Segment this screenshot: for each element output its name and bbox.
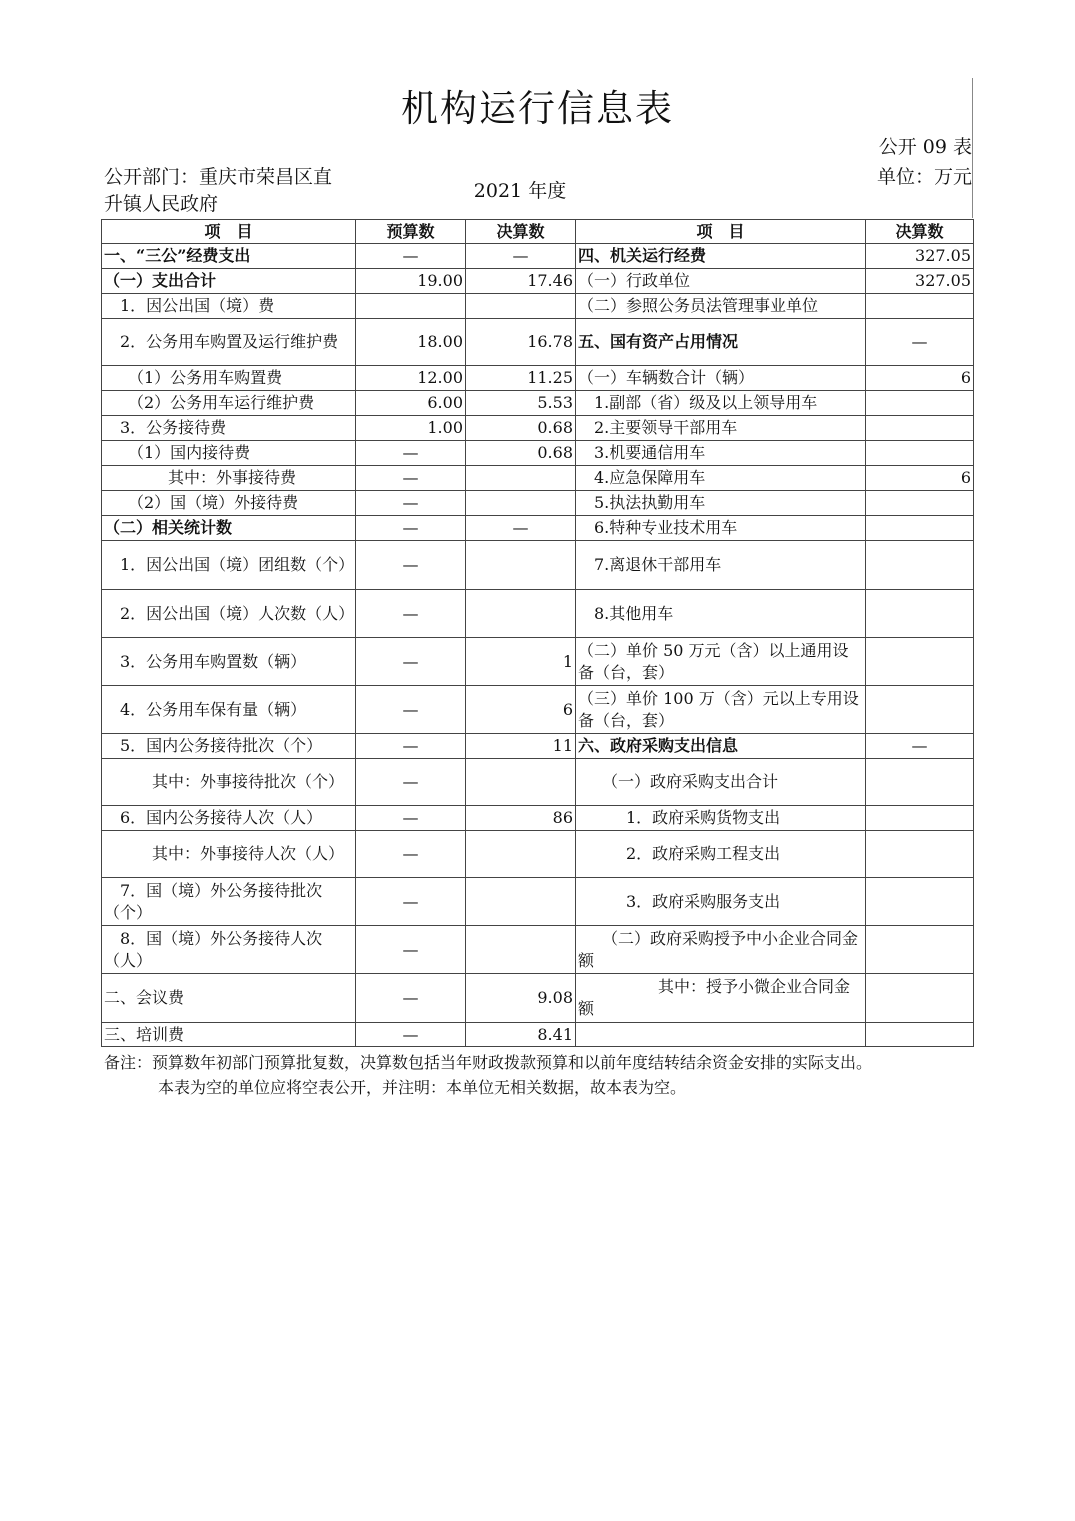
row-final-value: 1 [466, 638, 576, 686]
row-item2-label: （一）行政单位 [576, 269, 866, 294]
table-row [102, 926, 974, 974]
unit-label: 单位：万元 [876, 166, 972, 188]
row-final2-value [866, 831, 974, 878]
row-final-value: 0.68 [466, 416, 576, 441]
row-item-label: 2．因公出国（境）人次数（人） [102, 590, 356, 638]
table-row [102, 590, 974, 638]
row-final-value [466, 926, 576, 974]
row-budget-value: — [356, 541, 466, 590]
row-budget-value [356, 294, 466, 319]
note-2: 本表为空的单位应将空表公开，并注明：本单位无相关数据，故本表为空。 [158, 1078, 687, 1097]
table-row [102, 974, 974, 1023]
row-final2-value: 6 [866, 366, 974, 391]
row-budget-value: — [356, 806, 466, 831]
table-row [102, 1023, 974, 1047]
table-row [102, 878, 974, 926]
row-budget-value: 1.00 [356, 416, 466, 441]
department-label: 公开部门：重庆市荣昌区直升镇人民政府 [104, 166, 333, 215]
row-final-value: 11 [466, 734, 576, 759]
row-item-label: 8．国（境）外公务接待人次（人） [102, 926, 356, 974]
row-budget-value: 12.00 [356, 366, 466, 391]
row-budget-value: — [356, 926, 466, 974]
row-item-label: 一、“三公”经费支出 [102, 244, 356, 269]
row-item2-label: 3.机要通信用车 [576, 441, 866, 466]
row-budget-value: — [356, 974, 466, 1023]
row-final-value: 9.08 [466, 974, 576, 1023]
row-final2-value [866, 638, 974, 686]
fiscal-year: 2021 年度 [473, 180, 567, 202]
row-item-label: （二）相关统计数 [102, 516, 356, 541]
row-final2-value [866, 686, 974, 734]
footnotes [104, 1050, 872, 1100]
row-budget-value: 19.00 [356, 269, 466, 294]
row-budget-value: — [356, 491, 466, 516]
row-item-label: （1）公务用车购置费 [102, 366, 356, 391]
row-item2-label: 6.特种专业技术用车 [576, 516, 866, 541]
row-item-label: 其中：外事接待费 [102, 466, 356, 491]
row-final2-value [866, 416, 974, 441]
table-row [102, 734, 974, 759]
row-item-label: 5．国内公务接待批次（个） [102, 734, 356, 759]
table-row [102, 416, 974, 441]
table-row [102, 466, 974, 491]
row-final2-value: — [866, 319, 974, 366]
row-final2-value [866, 1023, 974, 1047]
header-divider [972, 78, 973, 218]
row-item-label: 其中：外事接待人次（人） [102, 831, 356, 878]
row-final2-value [866, 759, 974, 806]
row-item2-label: （二）参照公务员法管理事业单位 [576, 294, 866, 319]
row-budget-value: 6.00 [356, 391, 466, 416]
row-final-value [466, 831, 576, 878]
row-final-value [466, 759, 576, 806]
row-item-label: 3．公务用车购置数（辆） [102, 638, 356, 686]
row-item-label: （1）国内接待费 [102, 441, 356, 466]
row-budget-value: — [356, 686, 466, 734]
row-item2-label: 8.其他用车 [576, 590, 866, 638]
table-row [102, 366, 974, 391]
page-title: 机构运行信息表 [401, 87, 674, 130]
row-item2-label: 2．政府采购工程支出 [576, 831, 866, 878]
row-final2-value [866, 878, 974, 926]
row-final2-value [866, 294, 974, 319]
row-item2-label: 四、机关运行经费 [576, 244, 866, 269]
row-final-value [466, 590, 576, 638]
row-final-value [466, 466, 576, 491]
row-final-value: 8.41 [466, 1023, 576, 1047]
table-row [102, 516, 974, 541]
row-final2-value: — [866, 734, 974, 759]
row-item-label: （一）支出合计 [102, 269, 356, 294]
row-item-label: 6．国内公务接待人次（人） [102, 806, 356, 831]
row-budget-value: — [356, 638, 466, 686]
row-final-value [466, 294, 576, 319]
row-item-label: 三、培训费 [102, 1023, 356, 1047]
row-final2-value [866, 491, 974, 516]
row-budget-value: — [356, 466, 466, 491]
row-budget-value: — [356, 878, 466, 926]
row-final2-value [866, 516, 974, 541]
row-item-label: 1．因公出国（境）费 [102, 294, 356, 319]
row-item2-label [576, 1023, 866, 1047]
table-row [102, 806, 974, 831]
row-final-value: 0.68 [466, 441, 576, 466]
col-header-final2: 决算数 [866, 220, 974, 244]
table-row [102, 294, 974, 319]
row-item-label: 1．因公出国（境）团组数（个） [102, 541, 356, 590]
col-header-item2: 项 目 [576, 220, 866, 244]
row-item2-label: 5.执法执勤用车 [576, 491, 866, 516]
row-item2-label: 7.离退休干部用车 [576, 541, 866, 590]
row-budget-value: — [356, 1023, 466, 1047]
row-final2-value [866, 926, 974, 974]
row-item2-label: （二）政府采购授予中小企业合同金额 [576, 926, 866, 974]
table-row [102, 759, 974, 806]
row-final-value: 11.25 [466, 366, 576, 391]
row-final-value: 86 [466, 806, 576, 831]
row-item-label: 其中：外事接待批次（个） [102, 759, 356, 806]
row-item2-label: 1.副部（省）级及以上领导用车 [576, 391, 866, 416]
row-final2-value: 6 [866, 466, 974, 491]
row-final-value [466, 541, 576, 590]
table-row [102, 686, 974, 734]
row-item2-label: 1．政府采购货物支出 [576, 806, 866, 831]
row-budget-value: — [356, 759, 466, 806]
row-final2-value [866, 590, 974, 638]
table-row [102, 244, 974, 269]
row-item2-label: （一）车辆数合计（辆） [576, 366, 866, 391]
row-item2-label: （三）单价 100 万（含）元以上专用设备（台，套） [576, 686, 866, 734]
row-budget-value: — [356, 441, 466, 466]
form-number: 公开 09 表 [878, 136, 972, 158]
row-final-value: — [466, 516, 576, 541]
table-header-row [102, 220, 974, 244]
row-item-label: （2）公务用车运行维护费 [102, 391, 356, 416]
row-final2-value: 327.05 [866, 269, 974, 294]
row-final-value: 17.46 [466, 269, 576, 294]
row-final-value: 6 [466, 686, 576, 734]
row-item-label: 7．国（境）外公务接待批次（个） [102, 878, 356, 926]
row-budget-value: — [356, 831, 466, 878]
row-budget-value: — [356, 244, 466, 269]
table-row [102, 319, 974, 366]
table-row [102, 491, 974, 516]
info-table [101, 219, 974, 1047]
row-budget-value: — [356, 590, 466, 638]
note-1: 备注：预算数年初部门预算批复数，决算数包括当年财政拨款预算和以前年度结转结余资金安排的实际支出。 [104, 1053, 873, 1072]
row-item-label: 二、会议费 [102, 974, 356, 1023]
table-row [102, 441, 974, 466]
row-item-label: （2）国（境）外接待费 [102, 491, 356, 516]
col-header-final: 决算数 [466, 220, 576, 244]
row-item2-label: 2.主要领导干部用车 [576, 416, 866, 441]
row-final2-value [866, 974, 974, 1023]
table-row [102, 541, 974, 590]
row-final2-value [866, 391, 974, 416]
row-item2-label: 4.应急保障用车 [576, 466, 866, 491]
row-budget-value: — [356, 734, 466, 759]
row-item-label: 3．公务接待费 [102, 416, 356, 441]
row-final2-value: 327.05 [866, 244, 974, 269]
row-item2-label: （二）单价 50 万元（含）以上通用设备（台，套） [576, 638, 866, 686]
row-final-value: 16.78 [466, 319, 576, 366]
row-final-value [466, 491, 576, 516]
col-header-budget: 预算数 [356, 220, 466, 244]
row-final-value [466, 878, 576, 926]
col-header-item: 项 目 [102, 220, 356, 244]
row-item2-label: 3．政府采购服务支出 [576, 878, 866, 926]
row-final-value: 5.53 [466, 391, 576, 416]
table-row [102, 391, 974, 416]
row-item2-label: 五、国有资产占用情况 [576, 319, 866, 366]
row-item2-label: （一）政府采购支出合计 [576, 759, 866, 806]
row-item2-label: 其中：授予小微企业合同金额 [576, 974, 866, 1023]
row-item2-label: 六、政府采购支出信息 [576, 734, 866, 759]
table-row [102, 269, 974, 294]
table-row [102, 638, 974, 686]
row-final2-value [866, 541, 974, 590]
row-budget-value: 18.00 [356, 319, 466, 366]
table-row [102, 831, 974, 878]
row-final2-value [866, 806, 974, 831]
row-budget-value: — [356, 516, 466, 541]
row-item-label: 2．公务用车购置及运行维护费 [102, 319, 356, 366]
row-final-value: — [466, 244, 576, 269]
row-item-label: 4．公务用车保有量（辆） [102, 686, 356, 734]
row-final2-value [866, 441, 974, 466]
